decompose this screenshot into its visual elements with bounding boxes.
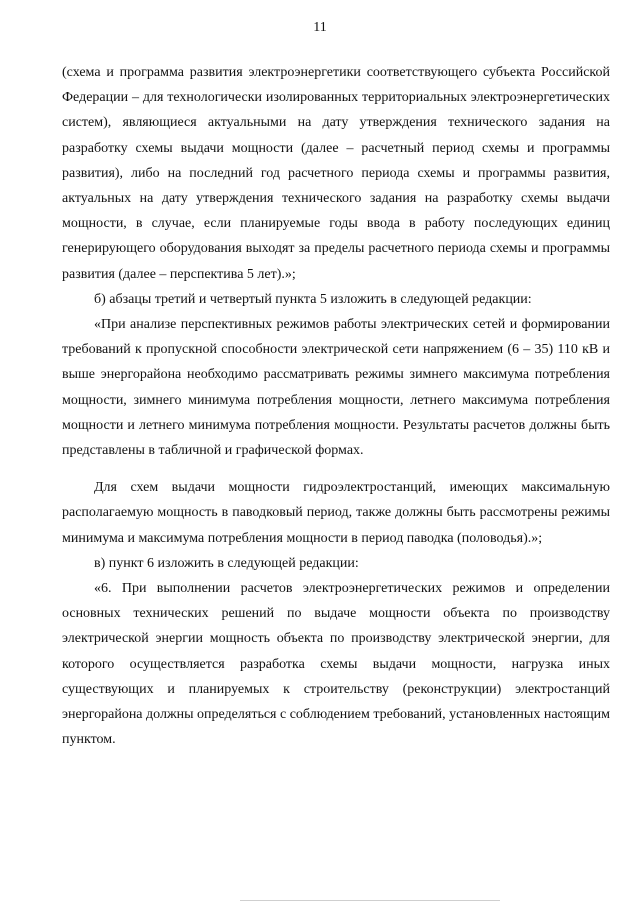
paragraph-amendment-v: в) пункт 6 изложить в следующей редакции: — [94, 555, 359, 571]
paragraph-item-6: «6. При выполнении расчетов электроэнергетических режимов и определении основных технических решений по выдаче мощности объекта по производству электрической энергии мощность объекта по производству электрической энергии, для которого осуществляется разработка схемы выдачи мощности, нагрузка иных существующих и планируемых к строительству (реконструкции) электростанций энергорайона должны определяться с соблюдением требований, установленных настоящим пунктом. — [62, 581, 610, 748]
document-body — [62, 60, 610, 752]
paragraph-hydro: Для схем выдачи мощности гидроэлектростанций, имеющих максимальную располагаемую мощность в паводковый период, также должны быть рассмотрены режимы минимума и максимума потребления мощности в период паводка (половодья).»; — [62, 480, 610, 546]
scan-edge-line — [240, 900, 500, 901]
paragraph-amendment-b: б) абзацы третий и четвертый пункта 5 изложить в следующей редакции: — [94, 291, 532, 307]
paragraph-continuation: (схема и программа развития электроэнергетики соответствующего субъекта Российской Федерации – для технологически изолированных территориальных электроэнергетических систем), являющиеся актуальными на дату утверждения технического задания на разработку схемы выдачи мощности (далее – расчетный период схемы и программы развития), либо на последний год расчетного периода схемы и программы развития, актуальных на дату утверждения технического задания на разработку схемы выдачи мощности, в случае, если планируемые годы ввода в работу последующих единиц генерирующего оборудования выходят за пределы расчетного периода схемы и программы развития (далее – перспектива 5 лет).»; — [62, 65, 610, 282]
paragraph-quote-analysis: «При анализе перспективных режимов работы электрических сетей и формировании требований к пропускной способности электрической сети напряжением (6 – 35) 110 кВ и выше энергорайона необходимо рассматривать режимы зимнего максимума потребления мощности, зимнего минимума потребления мощности, летнего максимума потребления мощности и летнего минимума потребления мощности. Результаты расчетов должны быть представлены в табличной и графической формах. — [62, 317, 610, 459]
page-number: 11 — [313, 20, 327, 35]
